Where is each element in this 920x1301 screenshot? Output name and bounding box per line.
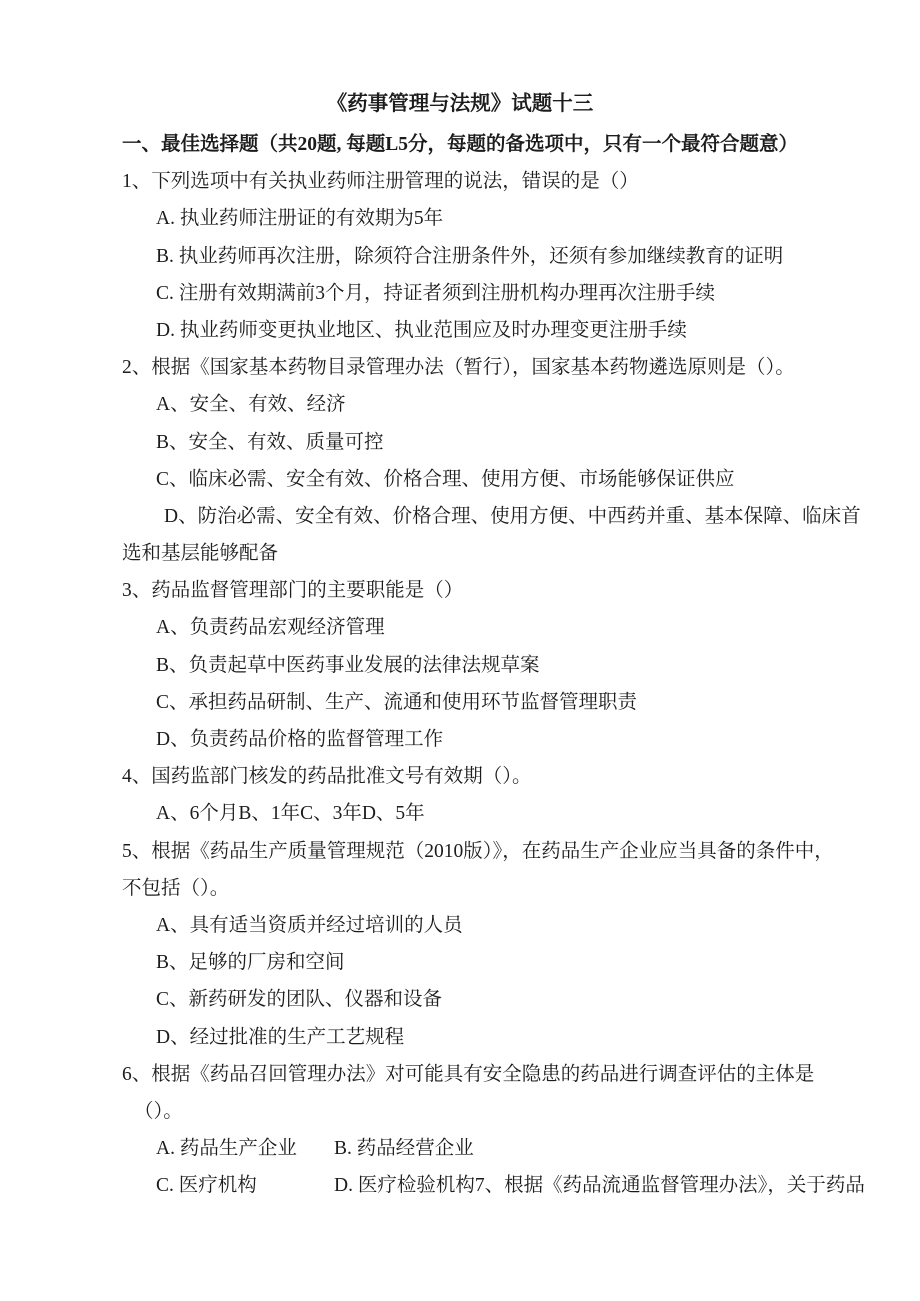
question-2-option-a: A、安全、有效、经济: [156, 394, 346, 416]
question-1-option-d: D. 执业药师变更执业地区、执业范围应及时办理变更注册手续: [156, 319, 687, 341]
question-3-stem: 3、药品监督管理部门的主要职能是（）: [122, 580, 464, 602]
document-body: [122, 126, 902, 1204]
question-3-option-b: B、负责起草中医药事业发展的法律法规草案: [156, 654, 540, 676]
section-heading: 一、最佳选择题（共20题, 每题L5分，每题的备选项中，只有一个最符合题意）: [122, 134, 799, 155]
question-1-option-c: C. 注册有效期满前3个月，持证者须到注册机构办理再次注册手续: [156, 282, 716, 304]
question-2-option-b: B、安全、有效、质量可控: [156, 431, 384, 453]
question-1-stem: 1、下列选项中有关执业药师注册管理的说法，错误的是（）: [122, 171, 639, 193]
question-5-option-b: B、足够的厂房和空间: [156, 952, 345, 974]
question-2-option-d: D、防治必需、安全有效、价格合理、使用方便、中西药并重、基本保障、临床首: [164, 505, 861, 527]
question-2-stem: 2、根据《国家基本药物目录管理办法（暂行），国家基本药物遴选原则是（）。: [122, 357, 795, 379]
question-5-stem-line-2: 不包括（）。: [122, 877, 230, 899]
question-4-stem: 4、国药监部门核发的药品批准文号有效期（）。: [122, 766, 532, 788]
question-6-option-c: C. 医疗机构: [156, 1175, 257, 1197]
question-2-option-d-wrap: 选和基层能够配备: [122, 543, 279, 565]
page-title: 《药事管理与法规》试题十三: [326, 93, 594, 115]
question-1-option-a: A. 执业药师注册证的有效期为5年: [156, 208, 444, 230]
question-6-option-a: A. 药品生产企业: [156, 1138, 297, 1160]
question-6-option-d: D. 医疗检验机构7、根据《药品流通监督管理办法》，关于药品: [334, 1175, 865, 1197]
question-6-options-row-1: [122, 1130, 902, 1167]
question-3-option-d: D、负责药品价格的监督管理工作: [156, 729, 444, 750]
question-6-stem-line-1: 6、根据《药品召回管理办法》对可能具有安全隐患的药品进行调查评估的主体是: [122, 1063, 815, 1085]
question-6-options-row-2: [122, 1167, 902, 1204]
question-5-option-a: A、具有适当资质并经过培训的人员: [156, 914, 463, 936]
question-6-stem-line-2: （）。: [134, 1100, 183, 1122]
question-3-option-a: A、负责药品宏观经济管理: [156, 617, 385, 639]
question-6-option-b: B. 药品经营企业: [334, 1138, 474, 1160]
question-5-option-d: D、经过批准的生产工艺规程: [156, 1026, 405, 1048]
question-4-options-line: A、6个月B、1年C、3年D、5年: [156, 803, 425, 825]
question-5-option-c: C、新药研发的团队、仪器和设备: [156, 989, 443, 1011]
question-2-option-c: C、临床必需、安全有效、价格合理、使用方便、市场能够保证供应: [156, 468, 735, 490]
question-1-option-b: B. 执业药师再次注册，除须符合注册条件外，还须有参加继续教育的证明: [156, 245, 784, 267]
question-3-option-c: C、承担药品研制、生产、流通和使用环节监督管理职责: [156, 691, 638, 713]
question-5-stem-line-1: 5、根据《药品生产质量管理规范（2010版）》，在药品生产企业应当具备的条件中，: [122, 840, 834, 862]
